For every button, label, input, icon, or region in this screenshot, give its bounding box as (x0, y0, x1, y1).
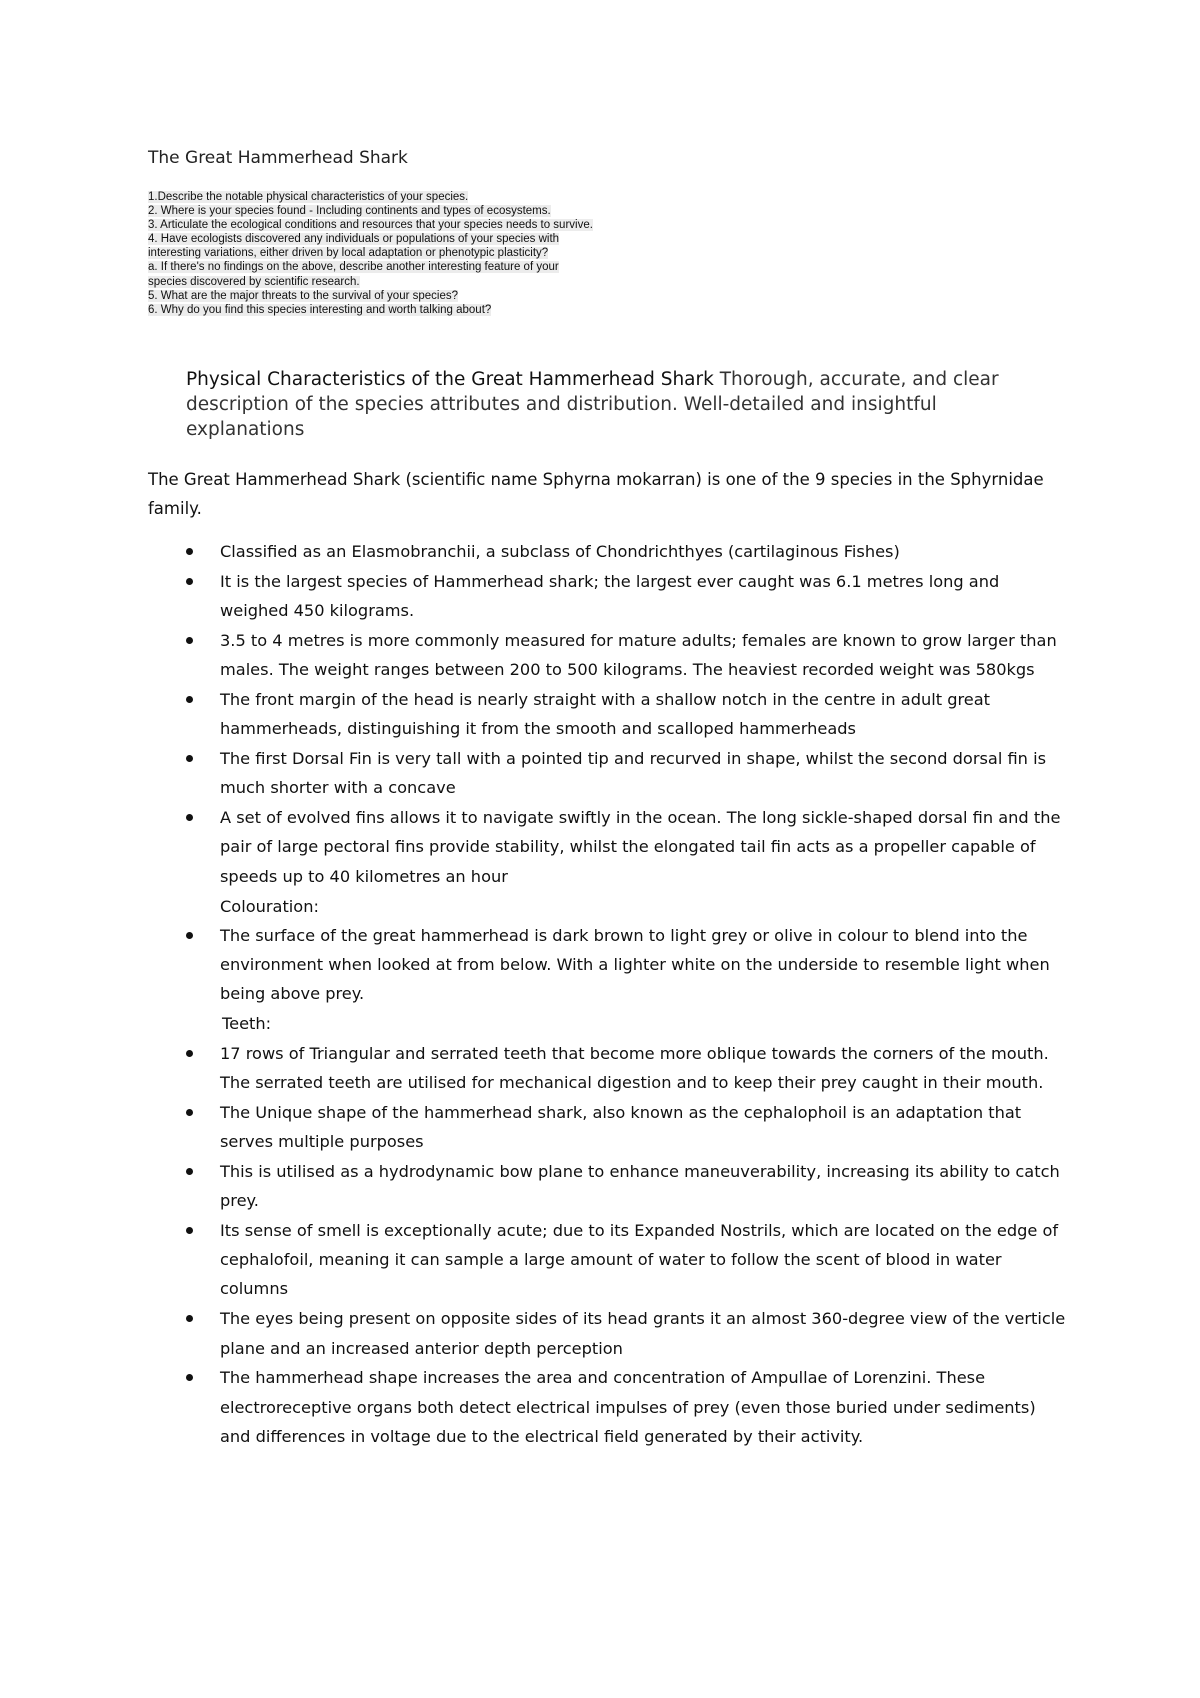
list-item: 3.5 to 4 metres is more commonly measured for mature adults; females are known to grow larger than males. The weight ranges between 200 to 500 kilograms. The heaviest recorded weight was 580kgs (186, 626, 1066, 685)
document-title: The Great Hammerhead Shark (148, 148, 408, 168)
question-line: 6. Why do you find this species interesting and worth talking about? (148, 303, 492, 316)
question-line: species discovered by scientific research. (148, 275, 360, 288)
question-line: a. If there's no findings on the above, describe another interesting feature of your (148, 261, 559, 274)
question-line: 3. Articulate the ecological conditions and resources that your species needs to survive. (148, 219, 593, 232)
bullet-icon (186, 548, 193, 555)
list-item: The front margin of the head is nearly straight with a shallow notch in the centre in adult great hammerheads, distinguishing it from the smooth and scalloped hammerheads (186, 685, 1066, 744)
question-line: 1.Describe the notable physical characteristics of your species. (148, 191, 469, 203)
list-item: The eyes being present on opposite sides of its head grants it an almost 360-degree view of the verticle plane and an increased anterior depth perception (186, 1304, 1066, 1363)
bullet-icon (186, 1050, 193, 1057)
list-item: The surface of the great hammerhead is dark brown to light grey or olive in colour to blend into the environment when looked at from below. With a lighter white on the underside to resemble light when being above prey. (186, 921, 1066, 1009)
list-item: 17 rows of Triangular and serrated teeth that become more oblique towards the corners of the mouth. The serrated teeth are utilised for mechanical digestion and to keep their prey caught in their mouth. (186, 1039, 1066, 1098)
bullet-icon (186, 1227, 193, 1234)
section-heading-title: Physical Characteristics of the Great Hammerhead Shark (186, 369, 714, 390)
bullet-icon (186, 637, 193, 644)
list-item: The hammerhead shape increases the area and concentration of Ampullae of Lorenzini. These electroreceptive organs both detect electrical impulses of prey (even those buried under sediments) and differences in voltage due to the electrical field generated by their activity. (186, 1363, 1066, 1451)
bullet-icon (186, 1374, 193, 1381)
bullet-list (186, 537, 1066, 1452)
bullet-icon (186, 1109, 193, 1116)
subheading-teeth: Teeth: (222, 1014, 272, 1034)
bullet-icon (186, 814, 193, 821)
list-item: Classified as an Elasmobranchii, a subclass of Chondrichthyes (cartilaginous Fishes) (186, 537, 1066, 566)
bullet-icon (186, 578, 193, 585)
section-heading (186, 367, 1046, 442)
question-line: 2. Where is your species found - Including continents and types of ecosystems. (148, 205, 551, 218)
bullet-icon (186, 696, 193, 703)
question-line: interesting variations, either driven by local adaptation or phenotypic plasticity? (148, 247, 549, 260)
subheading-colouration: Colouration: (220, 896, 319, 916)
list-item: A set of evolved fins allows it to navigate swiftly in the ocean. The long sickle-shaped dorsal fin and the pair of large pectoral fins provide stability, whilst the elongated tail fin acts as a propeller capable of speeds up to 40 kilometres an hour (186, 803, 1066, 891)
bullet-icon (186, 755, 193, 762)
bullet-icon (186, 1315, 193, 1322)
section-heading-rubric: Thorough, accurate, and clear description of the species attributes and distribution. Well-detailed and insightful explanations (186, 369, 999, 440)
bullet-icon (186, 1168, 193, 1175)
question-line: 4. Have ecologists discovered any individuals or populations of your species with (148, 233, 560, 246)
bullet-icon (186, 932, 193, 939)
list-item: This is utilised as a hydrodynamic bow plane to enhance maneuverability, increasing its ability to catch prey. (186, 1157, 1066, 1216)
assignment-questions (148, 190, 593, 317)
question-line: 5. What are the major threats to the survival of your species? (148, 289, 459, 302)
list-item: Its sense of smell is exceptionally acute; due to its Expanded Nostrils, which are located on the edge of cephalofoil, meaning it can sample a large amount of water to follow the scent of blood in water columns (186, 1216, 1066, 1304)
list-item: It is the largest species of Hammerhead shark; the largest ever caught was 6.1 metres long and weighed 450 kilograms. (186, 567, 1066, 626)
list-item: The Unique shape of the hammerhead shark, also known as the cephalophoil is an adaptation that serves multiple purposes (186, 1098, 1066, 1157)
list-item: The first Dorsal Fin is very tall with a pointed tip and recurved in shape, whilst the second dorsal fin is much shorter with a concave (186, 744, 1066, 803)
intro-paragraph: The Great Hammerhead Shark (scientific name Sphyrna mokarran) is one of the 9 species in the Sphyrnidae family. (148, 470, 1044, 518)
